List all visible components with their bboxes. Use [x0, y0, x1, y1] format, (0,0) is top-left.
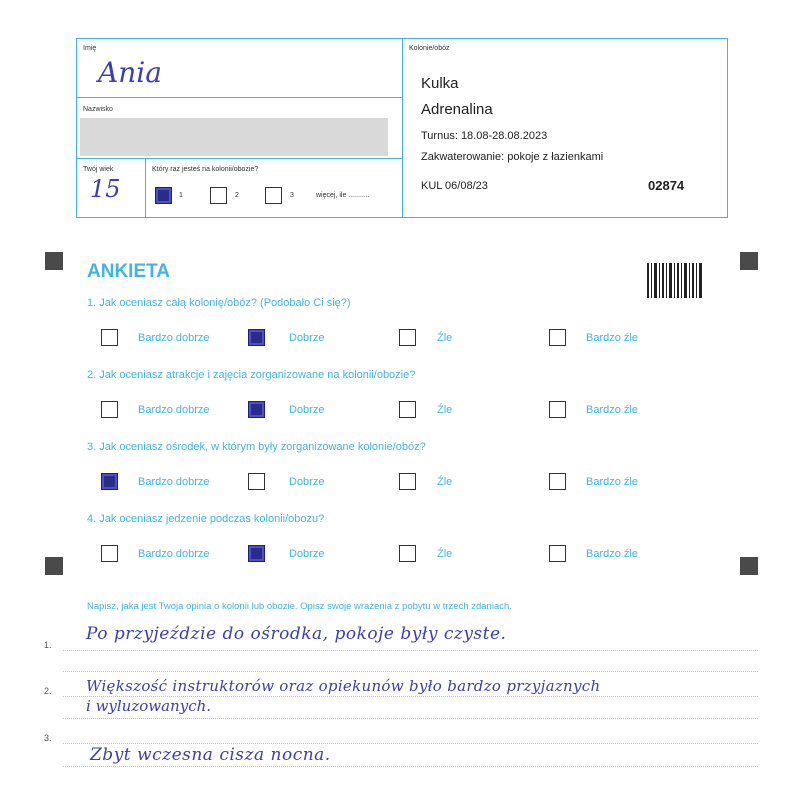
wiek-value[interactable]: 15: [90, 175, 121, 203]
ktory-raz-checkbox-2[interactable]: [210, 187, 227, 204]
kolonie-label: Kolonie/obóz: [409, 45, 450, 52]
kolonie-code: KUL 06/08/23: [421, 180, 488, 192]
ktory-raz-option-1: 1: [179, 192, 183, 199]
turnus: Turnus: 18.08-28.08.2023: [421, 130, 548, 142]
registration-marker-top-left: [45, 252, 63, 270]
q1-option-zle: Źle: [437, 332, 453, 344]
q4-option-bardzo-dobrze: Bardzo dobrze: [138, 548, 210, 560]
q2-option-bardzo-zle: Bardzo źle: [586, 404, 638, 416]
q3-option-zle: Źle: [437, 476, 453, 488]
kolonie-program: Adrenalina: [421, 101, 493, 118]
q1-option-bardzo-dobrze: Bardzo dobrze: [138, 332, 210, 344]
question-2-text: 2. Jak oceniasz atrakcje i zajęcia zorganizowane na kolonii/obozie?: [87, 369, 416, 381]
q3-checkbox-zle[interactable]: [399, 473, 416, 490]
ktory-raz-label: Który raz jesteś na kolonii/obozie?: [152, 166, 259, 173]
opinion-line: [63, 671, 758, 672]
opinion-line: [63, 766, 758, 767]
q3-option-dobrze: Dobrze: [289, 476, 325, 488]
q4-option-bardzo-zle: Bardzo źle: [586, 548, 638, 560]
q3-checkbox-dobrze[interactable]: [248, 473, 265, 490]
registration-marker-top-right: [740, 252, 758, 270]
question-1-text: 1. Jak oceniasz całą kolonię/obóz? (Podobało Ci się?): [87, 297, 351, 309]
opinion-line: [63, 650, 758, 651]
q3-checkbox-bardzo-dobrze[interactable]: [101, 473, 118, 490]
q2-option-bardzo-dobrze: Bardzo dobrze: [138, 404, 210, 416]
q1-checkbox-bardzo-dobrze[interactable]: [101, 329, 118, 346]
q2-option-dobrze: Dobrze: [289, 404, 325, 416]
q2-checkbox-bardzo-dobrze[interactable]: [101, 401, 118, 418]
q4-option-zle: Źle: [437, 548, 453, 560]
imie-label: Imię: [83, 45, 97, 52]
header-divider-vertical: [402, 38, 403, 218]
imie-value[interactable]: Ania: [98, 56, 162, 89]
question-3-text: 3. Jak oceniasz ośrodek, w którym były zorganizowane kolonie/obóz?: [87, 441, 426, 453]
q4-checkbox-zle[interactable]: [399, 545, 416, 562]
opinion-answer-2[interactable]: Większość instruktorów oraz opiekunów było bardzo przyjaznych: [86, 677, 601, 695]
q1-option-dobrze: Dobrze: [289, 332, 325, 344]
barcode-icon: [647, 263, 703, 298]
opinion-line: [63, 718, 758, 719]
q2-checkbox-dobrze[interactable]: [248, 401, 265, 418]
q2-option-zle: Źle: [437, 404, 453, 416]
q4-option-dobrze: Dobrze: [289, 548, 325, 560]
opinion-line-number-3: 3.: [44, 733, 52, 743]
opinion-line-number-2: 2.: [44, 686, 52, 696]
header-divider-3: [145, 158, 146, 218]
q4-checkbox-bardzo-dobrze[interactable]: [101, 545, 118, 562]
opinion-answer-2-continued[interactable]: i wyluzowanych.: [86, 697, 212, 715]
ktory-raz-checkbox-1[interactable]: [155, 187, 172, 204]
opinion-line: [63, 743, 758, 744]
ktory-raz-option-2: 2: [235, 192, 239, 199]
zakwaterowanie: Zakwaterowanie: pokoje z łazienkami: [421, 151, 604, 163]
q3-checkbox-bardzo-zle[interactable]: [549, 473, 566, 490]
q4-checkbox-bardzo-zle[interactable]: [549, 545, 566, 562]
ktory-raz-checkbox-3[interactable]: [265, 187, 282, 204]
q2-checkbox-zle[interactable]: [399, 401, 416, 418]
q1-checkbox-bardzo-zle[interactable]: [549, 329, 566, 346]
ktory-raz-option-3: 3: [290, 192, 294, 199]
opinion-answer-3[interactable]: Zbyt wczesna cisza nocna.: [90, 745, 331, 765]
question-4-text: 4. Jak oceniasz jedzenie podczas kolonii/obozu?: [87, 513, 325, 525]
header-divider-1: [76, 97, 402, 98]
header-divider-2: [76, 158, 402, 159]
registration-marker-bottom-right: [740, 557, 758, 575]
survey-title: ANKIETA: [87, 261, 171, 282]
q1-checkbox-dobrze[interactable]: [248, 329, 265, 346]
q3-option-bardzo-dobrze: Bardzo dobrze: [138, 476, 210, 488]
opinion-answer-1[interactable]: Po przyjeździe do ośrodka, pokoje były czyste.: [86, 624, 507, 644]
q1-checkbox-zle[interactable]: [399, 329, 416, 346]
nazwisko-label: Nazwisko: [83, 106, 113, 113]
kolonie-name: Kulka: [421, 75, 459, 92]
q3-option-bardzo-zle: Bardzo źle: [586, 476, 638, 488]
q2-checkbox-bardzo-zle[interactable]: [549, 401, 566, 418]
nazwisko-redacted: [80, 118, 388, 156]
ktory-raz-option-more: więcej, ile ...........: [316, 192, 370, 199]
opinion-line-number-1: 1.: [44, 640, 52, 650]
opinion-prompt: Napisz, jaka jest Twoja opinia o kolonii lub obozie. Opisz swoje wrażenia z pobytu w trzech zdaniach.: [87, 601, 512, 612]
registration-marker-bottom-left: [45, 557, 63, 575]
form-number: 02874: [648, 178, 685, 193]
wiek-label: Twój wiek: [83, 166, 114, 173]
q4-checkbox-dobrze[interactable]: [248, 545, 265, 562]
q1-option-bardzo-zle: Bardzo źle: [586, 332, 638, 344]
